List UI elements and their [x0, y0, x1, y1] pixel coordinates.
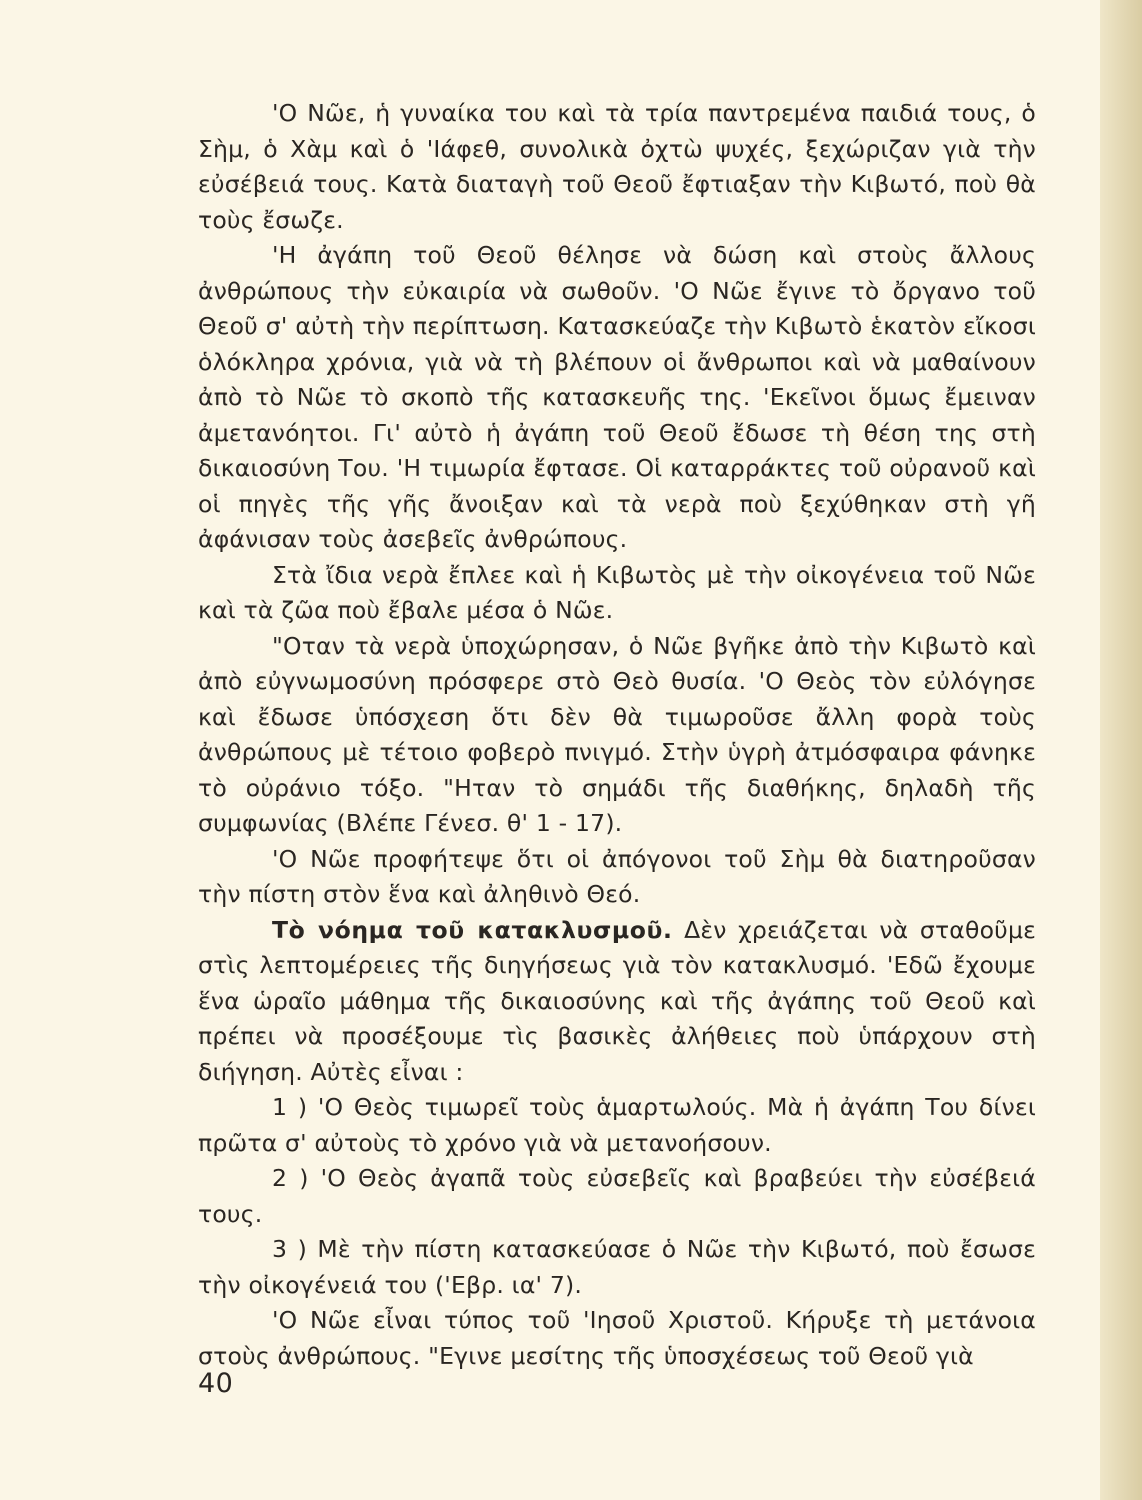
paragraph-3: Στὰ ἴδια νερὰ ἔπλεε καὶ ἡ Κιβωτὸς μὲ τὴν οἰκογένεια τοῦ Νῶε καὶ τὰ ζῶα ποὺ ἔβαλε μέσα ὁ Νῶε.	[198, 560, 1036, 624]
paragraph-5: 'Ο Νῶε προφήτεψε ὅτι οἱ ἀπόγονοι τοῦ Σὴμ θὰ διατηροῦσαν τὴν πίστη στὸν ἕνα καὶ ἀληθινὸ Θεό.	[198, 844, 1036, 908]
section-paragraph	[198, 913, 1036, 1091]
page-number: 40	[198, 1368, 234, 1399]
paragraph-4: "Οταν τὰ νερὰ ὑποχώρησαν, ὁ Νῶε βγῆκε ἀπὸ τὴν Κιβωτὸ καὶ ἀπὸ εὐγνωμοσύνη πρόσφερε στὸ Θεὸ θυσία. 'Ο Θεὸς τὸν εὐλόγησε καὶ ἔδωσε ὑπόσχεση ὅτι δὲν θὰ τιμωροῦσε ἄλλη φορὰ τοὺς ἀνθρώπους μὲ τέτοιο φοβερὸ πνιγμό. Στὴν ὑγρὴ ἀτμόσφαιρα φάνηκε τὸ οὐράνιο τόξο. "Ηταν τὸ σημάδι τῆς διαθήκης, δηλαδὴ τῆς συμφωνίας (Βλέπε Γένεσ. θ' 1 - 17).	[198, 631, 1036, 837]
point-1: 1 ) 'Ο Θεὸς τιμωρεῖ τοὺς ἁμαρτωλούς. Μὰ ἡ ἀγάπη Του δίνει πρῶτα σ' αὐτοὺς τὸ χρόνο γιὰ νὰ μετανοήσουν.	[198, 1093, 1036, 1157]
paragraph-2: 'Η ἀγάπη τοῦ Θεοῦ θέλησε νὰ δώση καὶ στοὺς ἄλλους ἀνθρώπους τὴν εὐκαιρία νὰ σωθοῦν. 'Ο Νῶε ἔγινε τὸ ὄργανο τοῦ Θεοῦ σ' αὐτὴ τὴν περίπτωση. Κατασκεύαζε τὴν Κιβωτὸ ἑκατὸν εἴκοσι ὁλόκληρα χρόνια, γιὰ νὰ τὴ βλέπουν οἱ ἄνθρωποι καὶ νὰ μαθαίνουν ἀπὸ τὸ Νῶε τὸ σκοπὸ τῆς κατασκευῆς της. 'Εκεῖνοι ὅμως ἔμειναν ἀμετανόητοι. Γι' αὐτὸ ἡ ἀγάπη τοῦ Θεοῦ ἔδωσε τὴ θέση της στὴ δικαιοσύνη Του. 'Η τιμωρία ἔφτασε. Οἱ καταρράκτες τοῦ οὐρανοῦ καὶ οἱ πηγὲς τῆς γῆς ἄνοιξαν καὶ τὰ νερὰ ποὺ ξεχύθηκαν στὴ γῆ ἀφάνισαν τοὺς ἀσεβεῖς ἀνθρώπους.	[198, 241, 1036, 553]
point-2: 2 ) 'Ο Θεὸς ἀγαπᾶ τοὺς εὐσεβεῖς καὶ βραβεύει τὴν εὐσέβειά τους.	[198, 1164, 1036, 1228]
paragraph-1: 'Ο Νῶε, ἡ γυναίκα του καὶ τὰ τρία παντρεμένα παιδιά τους, ὁ Σὴμ, ὁ Χὰμ καὶ ὁ 'Ιάφεθ, συνολικὰ ὀχτὼ ψυχές, ξεχώριζαν γιὰ τὴν εὐσέβειά τους. Κατὰ διαταγὴ τοῦ Θεοῦ ἔφτιαξαν τὴν Κιβωτό, ποὺ θὰ τοὺς ἔσωζε.	[198, 99, 1036, 234]
closing-paragraph: 'Ο Νῶε εἶναι τύπος τοῦ 'Ιησοῦ Χριστοῦ. Κήρυξε τὴ μετάνοια στοὺς ἀνθρώπους. "Εγινε μεσίτης τῆς ὑποσχέσεως τοῦ Θεοῦ γιὰ	[198, 1306, 1036, 1370]
point-3: 3 ) Μὲ τὴν πίστη κατασκεύασε ὁ Νῶε τὴν Κιβωτό, ποὺ ἔσωσε τὴν οἰκογένειά του ('Εβρ. ια' 7).	[198, 1235, 1036, 1299]
page-edge	[1100, 0, 1142, 1500]
body-text	[198, 96, 1036, 1374]
section-heading: Τὸ νόημα τοῦ κατακλυσμοῦ.	[272, 915, 673, 944]
section-text: Δὲν χρειάζεται νὰ σταθοῦμε στὶς λεπτομέρειες τῆς διηγήσεως γιὰ τὸν κατακλυσμό. 'Εδῶ ἔχουμε ἕνα ὡραῖο μάθημα τῆς δικαιοσύνης καὶ τῆς ἀγάπης τοῦ Θεοῦ καὶ πρέπει νὰ προσέξουμε τὶς βασικὲς ἀλήθειες ποὺ ὑπάρχουν στὴ διήγηση. Αὐτὲς εἶναι :	[198, 915, 1037, 1086]
